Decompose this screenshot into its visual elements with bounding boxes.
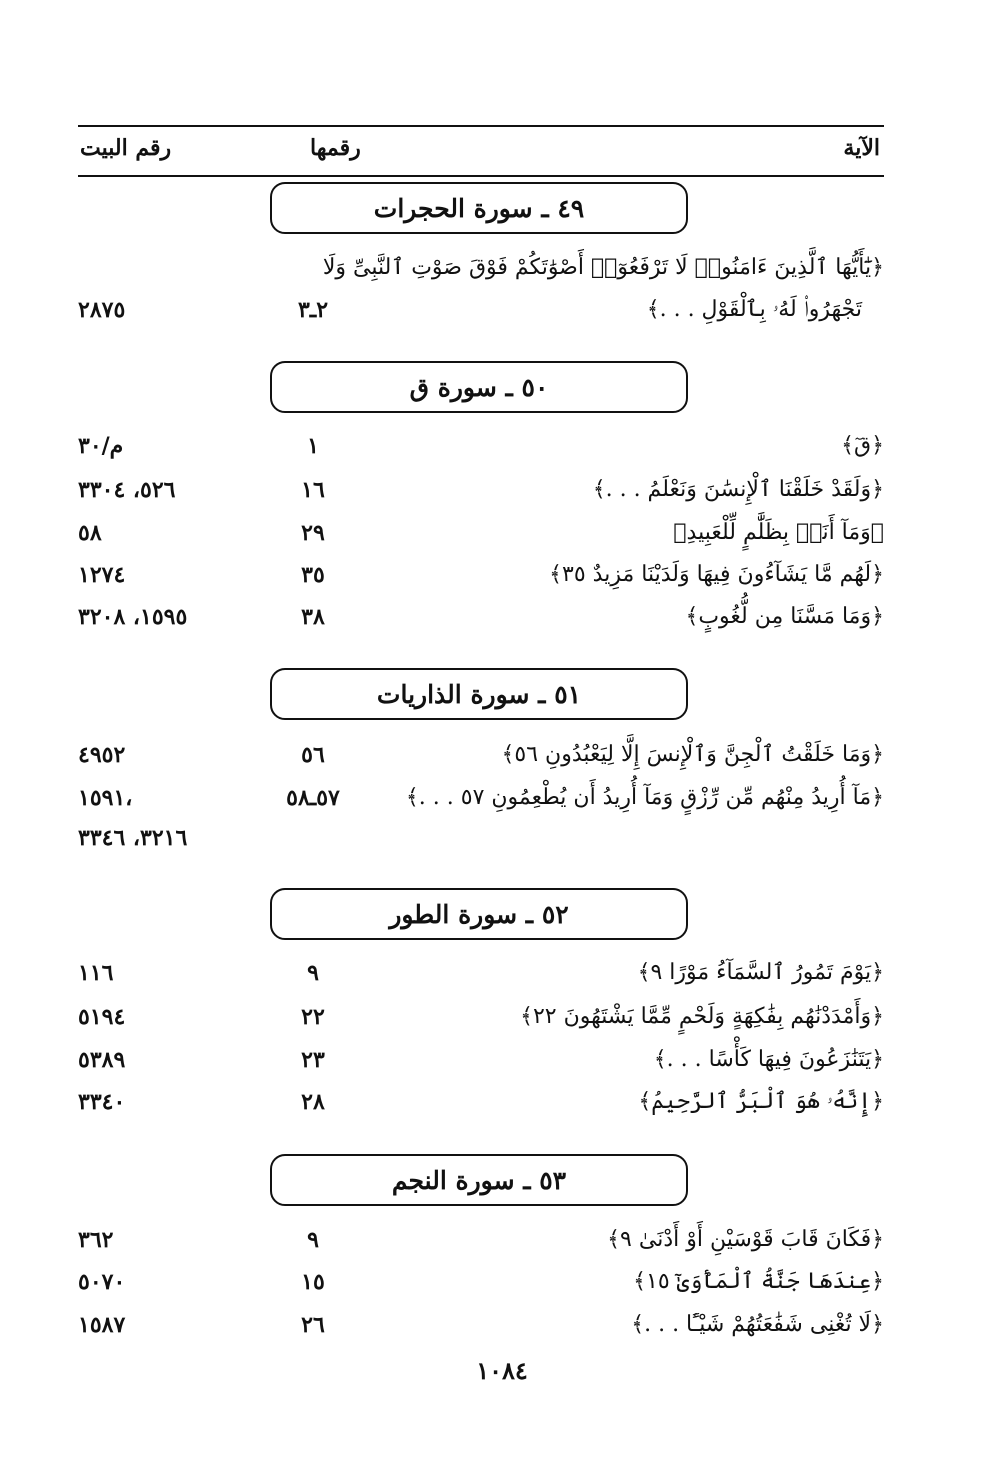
bayt-number: ٤٩٥٢ xyxy=(78,742,126,768)
verse-text: ﴿يَتَنَٰزَعُونَ فِيهَا كَأْسًا . . .﴾ xyxy=(653,1047,884,1072)
verse-text: ﴿لَا تُغْنِى شَفَٰعَتُهُمْ شَيْـًٔا . . .﴾ xyxy=(631,1312,884,1337)
table-row xyxy=(78,1262,884,1302)
table-row xyxy=(78,470,884,510)
surah-title-box: ٥٣ ـ سورة النجم xyxy=(270,1154,688,1206)
verse-text: ﴿وَمَآ أَنَا۠ بِظَلَّٰمٍ لِّلْعَبِيدِ﴾ xyxy=(673,520,884,545)
verse-number: ٣٥ xyxy=(301,562,325,588)
verse-number: ٢٢ xyxy=(301,1004,325,1030)
verse-number: ٢٩ xyxy=(301,520,325,546)
table-row xyxy=(78,248,884,328)
bayt-number: ١٥٩٥، ٣٢٠٨ xyxy=(78,604,188,630)
bayt-number: ٥٠٧٠ xyxy=(78,1269,126,1295)
surah-title-box: ٤٩ ـ سورة الحجرات xyxy=(270,182,688,234)
table-row xyxy=(78,555,884,595)
verse-text: ﴿قٓ﴾ xyxy=(841,433,884,458)
verse-number: ٩ xyxy=(307,960,319,986)
verse-text: ﴿فَكَانَ قَابَ قَوْسَيْنِ أَوْ أَدْنَىٰ ٩﴾ xyxy=(607,1227,884,1252)
bayt-number: ٢٨٧٥ xyxy=(78,297,126,323)
verse-text: ﴿وَمَا مَسَّنَا مِن لُّغُوبٍ﴾ xyxy=(685,604,884,629)
header-verse-label: الآية xyxy=(843,135,880,161)
table-header xyxy=(78,125,884,177)
bayt-number: ٥٢٦، ٣٣٠٤ xyxy=(78,477,176,503)
surah-title-box: ٥١ ـ سورة الذاريات xyxy=(270,668,688,720)
verse-number: ٢٨ xyxy=(301,1089,325,1115)
bayt-number: م/٣٠ xyxy=(78,433,124,459)
table-row xyxy=(78,778,884,858)
verse-number: ١٥ xyxy=(301,1269,325,1295)
header-number-label: رقمها xyxy=(310,135,361,161)
bayt-number: ١٥٩١، xyxy=(78,785,133,811)
verse-number: ٥٧ـ٥٨ xyxy=(286,785,340,811)
bayt-number: ١١٦ xyxy=(78,960,114,986)
verse-text: ﴿عِندَهَا جَنَّةُ ٱلْمَأْوَىٰٓ ١٥﴾ xyxy=(633,1269,884,1294)
table-row xyxy=(78,426,884,466)
verse-text: ﴿وَمَا خَلَقْتُ ٱلْجِنَّ وَٱلْإِنسَ إِلَّا لِيَعْبُدُونِ ٥٦﴾ xyxy=(501,742,884,767)
header-bayt-label: رقم البيت xyxy=(80,135,172,161)
bayt-number: ١٢٧٤ xyxy=(78,562,126,588)
table-row xyxy=(78,597,884,637)
verse-text: ﴿وَأَمْدَدْنَٰهُم بِفَٰكِهَةٍ وَلَحْمٍ مِّمَّا يَشْتَهُونَ ٢٢﴾ xyxy=(520,1004,884,1029)
verse-text: ﴿مَآ أُرِيدُ مِنْهُم مِّن رِّزْقٍ وَمَآ أُرِيدُ أَن يُطْعِمُونِ ٥٧ . . .﴾ xyxy=(405,785,884,810)
verse-number: ١٦ xyxy=(301,477,325,503)
table-row xyxy=(78,1220,884,1260)
bayt-number: ٥١٩٤ xyxy=(78,1004,126,1030)
page-number: ١٠٨٤ xyxy=(476,1356,528,1385)
verse-text: ﴿إِنَّهُۥ هُوَ ٱلْبَرُّ ٱلرَّحِيمُ﴾ xyxy=(638,1089,884,1114)
table-row xyxy=(78,1305,884,1345)
verse-number: ٥٦ xyxy=(301,742,325,768)
table-row xyxy=(78,1082,884,1122)
table-row xyxy=(78,735,884,775)
surah-title-box: ٥٠ ـ سورة ق xyxy=(270,361,688,413)
table-row xyxy=(78,953,884,993)
verse-number: ٩ xyxy=(307,1227,319,1253)
bayt-number-continued: ٣٢١٦، ٣٣٤٦ xyxy=(78,825,188,851)
verse-number: ٣٨ xyxy=(301,604,325,630)
table-row xyxy=(78,513,884,553)
table-row xyxy=(78,997,884,1037)
verse-number: ٢٣ xyxy=(301,1047,325,1073)
verse-number: ١ xyxy=(307,433,319,459)
bayt-number: ٥٨ xyxy=(78,520,102,546)
verse-text: ﴿لَهُم مَّا يَشَآءُونَ فِيهَا وَلَدَيْنَا مَزِيدٌ ٣٥﴾ xyxy=(549,562,884,587)
verse-number: ٢٦ xyxy=(301,1312,325,1338)
bayt-number: ٣٣٤٠ xyxy=(78,1089,126,1115)
bayt-number: ٣٦٢ xyxy=(78,1227,114,1253)
verse-text-continued: تَجْهَرُوا۟ لَهُۥ بِٱلْقَوْلِ . . .﴾ xyxy=(646,297,862,322)
table-row xyxy=(78,1040,884,1080)
verse-text: ﴿يَٰٓأَيُّهَا ٱلَّذِينَ ءَامَنُوا۟ لَا تَرْفَعُوٓا۟ أَصْوَٰتَكُمْ فَوْقَ صَوْتِ ٱلنَّبِىِّ وَلَا xyxy=(322,255,884,280)
surah-title-box: ٥٢ ـ سورة الطور xyxy=(270,888,688,940)
verse-text: ﴿يَوْمَ تَمُورُ ٱلسَّمَآءُ مَوْرًا ٩﴾ xyxy=(637,960,884,985)
verse-text: ﴿وَلَقَدْ خَلَقْنَا ٱلْإِنسَٰنَ وَنَعْلَمُ . . .﴾ xyxy=(592,477,884,502)
bayt-number: ١٥٨٧ xyxy=(78,1312,126,1338)
verse-number: ٢ـ٣ xyxy=(297,297,329,323)
bayt-number: ٥٣٨٩ xyxy=(78,1047,126,1073)
